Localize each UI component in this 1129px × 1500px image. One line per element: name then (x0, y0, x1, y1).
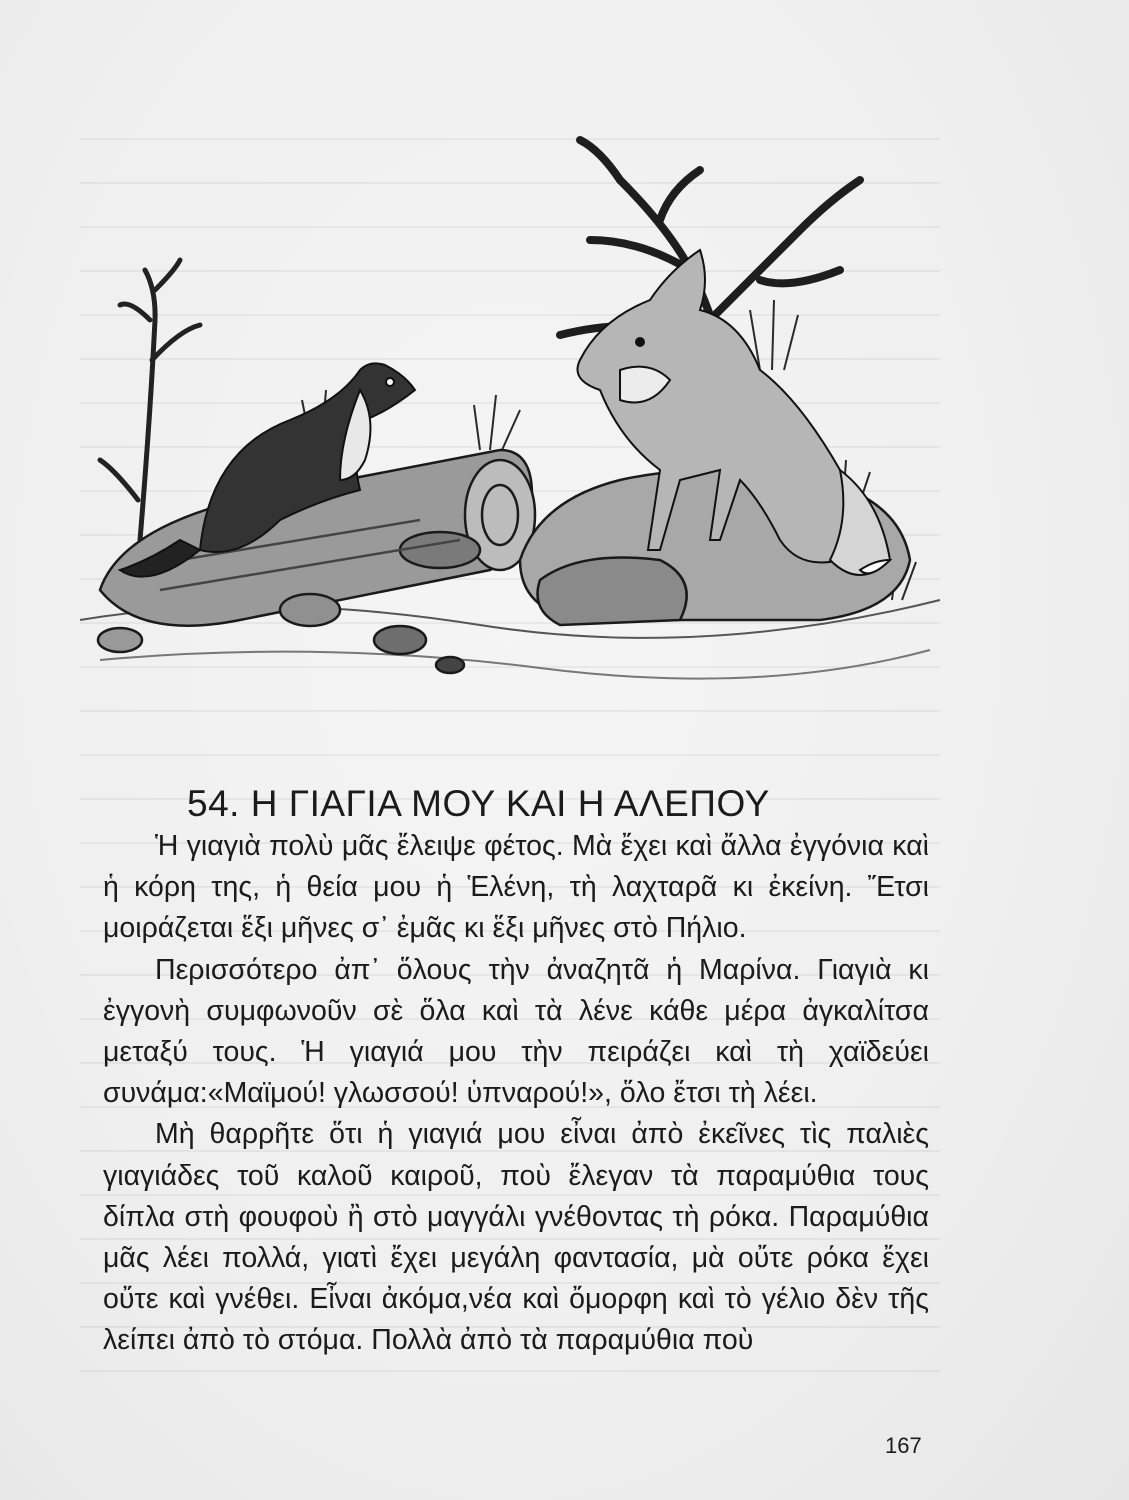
weasel-and-fox-illustration-icon (60, 120, 960, 700)
paragraph: Μὴ θαρρῆτε ὅτι ἡ γιαγιά μου εἶναι ἀπὸ ἐκεῖνες τὶς παλιὲς γιαγιάδες τοῦ καλοῦ καιροῦ, ποὺ ἔλεγαν τὰ παραμύθια τους δίπλα στὴ φουφοὺ ἢ στὸ μαγγάλι γνέθοντας τὴ ρόκα. Παραμύθια μᾶς λέει πολλά, γιατὶ ἔχει μεγάλη φαντασία, μὰ οὔτε ρόκα ἔχει οὔτε καὶ γνέθει. Εἶναι ἀκόμα,νέα καὶ ὄμορφη καὶ τὸ γέλιο δὲν τῆς λείπει ἀπὸ τὸ στόμα. Πολλὰ ἀπὸ τὰ παραμύθια ποὺ (103, 1118, 929, 1357)
page-number: 167 (885, 1433, 922, 1458)
paragraph: Περισσότερο ἀπ᾽ ὅλους τὴν ἀναζητᾶ ἡ Μαρίνα. Γιαγιὰ κι ἐγγονὴ συμφωνοῦν σὲ ὅλα καὶ τὰ λένε κάθε μέρα ἀγκαλίτσα μεταξύ τους. Ἡ γιαγιά μου τὴν πειράζει καὶ τὴ χαϊδεύει συνάμα:«Μαϊμού! γλωσσού! ὑπναρού!», ὅλο ἔτσι τὴ λέει. (103, 953, 929, 1110)
body-text (103, 826, 929, 1362)
chapter-title: 54. Η ΓΙΑΓΙΑ ΜΟΥ ΚΑΙ Η ΑΛΕΠΟΥ (187, 783, 770, 824)
paragraph: Ἡ γιαγιὰ πολὺ μᾶς ἔλειψε φέτος. Μὰ ἔχει καὶ ἄλλα ἐγγόνια καὶ ἡ κόρη της, ἡ θεία μου ἡ Ἑλένη, τὴ λαχταρᾶ κι ἐκείνη. Ἔτσι μοιράζεται ἕξι μῆνες σ᾽ ἐμᾶς κι ἕξι μῆνες στὸ Πήλιο. (103, 830, 929, 945)
small-tree (100, 260, 200, 540)
